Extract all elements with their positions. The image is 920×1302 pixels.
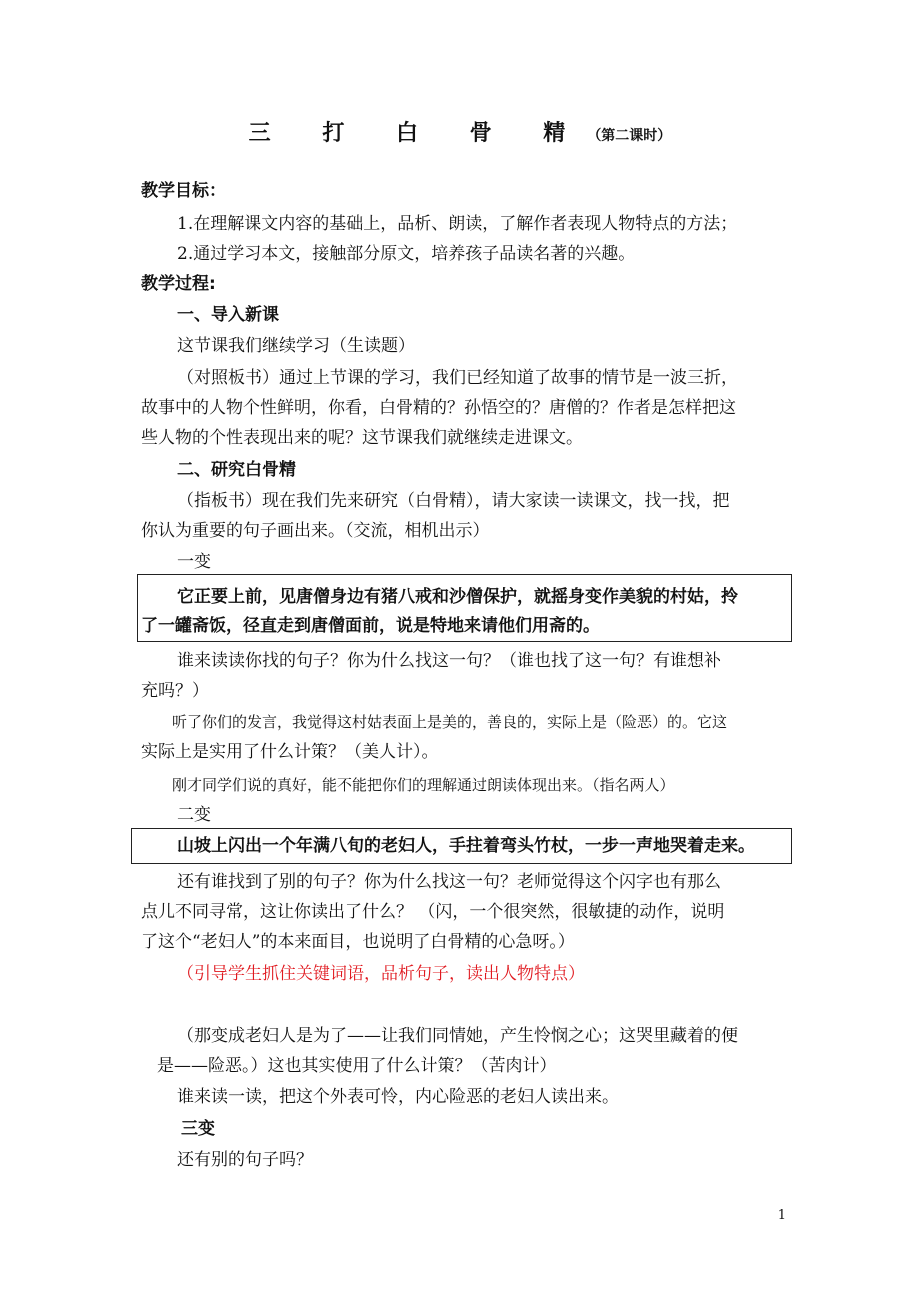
paragraph-line: 是——险恶。）这也其实使用了什么计策？（苦肉计） <box>157 1056 557 1076</box>
title-subtitle: （第二课时） <box>587 128 672 144</box>
paragraph-line: （对照板书）通过上节课的学习，我们已经知道了故事的情节是一波三折， <box>177 368 738 388</box>
page-number: 1 <box>777 1208 786 1223</box>
title-main: 三 打 白 骨 精 <box>248 121 588 146</box>
paragraph-line: 谁来读读你找的句子？你为什么找这一句？（谁也找了这一句？有谁想补 <box>177 651 721 671</box>
goal-item: 2.通过学习本文，接触部分原文，培养孩子品读名著的兴趣。 <box>177 244 636 264</box>
process-heading: 教学过程: <box>141 274 216 294</box>
document-title <box>0 116 920 147</box>
goal-item: 1.在理解课文内容的基础上，品析、朗读，了解作者表现人物特点的方法； <box>177 214 738 234</box>
teaching-note: （引导学生抓住关键词语，品析句子，读出人物特点） <box>177 964 585 984</box>
paragraph-line: 故事中的人物个性鲜明，你看，白骨精的？孙悟空的？唐僧的？作者是怎样把这 <box>141 398 736 418</box>
quote-line: 它正要上前，见唐僧身边有猪八戒和沙僧保护，就摇身变作美貌的村姑，拎 <box>177 587 738 607</box>
paragraph-line: 了这个“老妇人”的本来面目，也说明了白骨精的心急呀。） <box>141 932 575 952</box>
change2-heading: 二变 <box>177 805 211 825</box>
paragraph-line: 还有谁找到了别的句子？你为什么找这一句？老师觉得这个闪字也有那么 <box>177 872 721 892</box>
paragraph-line: 谁来读一读，把这个外表可怜，内心险恶的老妇人读出来。 <box>177 1087 619 1107</box>
goals-heading: 教学目标： <box>141 181 226 201</box>
section2-heading: 二、研究白骨精 <box>177 460 296 480</box>
paragraph-line: 这节课我们继续学习（生读题） <box>177 336 415 356</box>
change1-heading: 一变 <box>177 552 211 572</box>
paragraph-line: （指板书）现在我们先来研究（白骨精），请大家读一读课文，找一找，把 <box>177 491 730 511</box>
paragraph-line: 充吗？） <box>141 681 209 701</box>
paragraph-line: （那变成老妇人是为了——让我们同情她，产生怜悯之心；这哭里藏着的便 <box>177 1026 738 1046</box>
paragraph-line: 你认为重要的句子画出来。（交流，相机出示） <box>141 521 490 541</box>
section1-heading: 一、导入新课 <box>177 305 279 325</box>
paragraph-line: 些人物的个性表现出来的呢？这节课我们就继续走进课文。 <box>141 428 583 448</box>
paragraph-line: 点儿不同寻常，这让你读出了什么？ （闪，一个很突然，很敏捷的动作，说明 <box>141 902 725 922</box>
quote-line: 了一罐斋饭，径直走到唐僧面前，说是特地来请他们用斋的。 <box>141 616 600 636</box>
change3-heading: 三变 <box>181 1119 215 1139</box>
paragraph-line: 实际上是实用了什么计策？（美人计）。 <box>141 742 439 762</box>
paragraph-line: 还有别的句子吗？ <box>177 1150 313 1170</box>
paragraph-line: 听了你们的发言，我觉得这村姑表面上是美的，善良的，实际上是（险恶）的。它这 <box>172 713 728 731</box>
paragraph-line: 刚才同学们说的真好，能不能把你们的理解通过朗读体现出来。（指名两人） <box>172 776 675 794</box>
quote-line: 山坡上闪出一个年满八旬的老妇人，手拄着弯头竹杖，一步一声地哭着走来。 <box>177 836 755 856</box>
